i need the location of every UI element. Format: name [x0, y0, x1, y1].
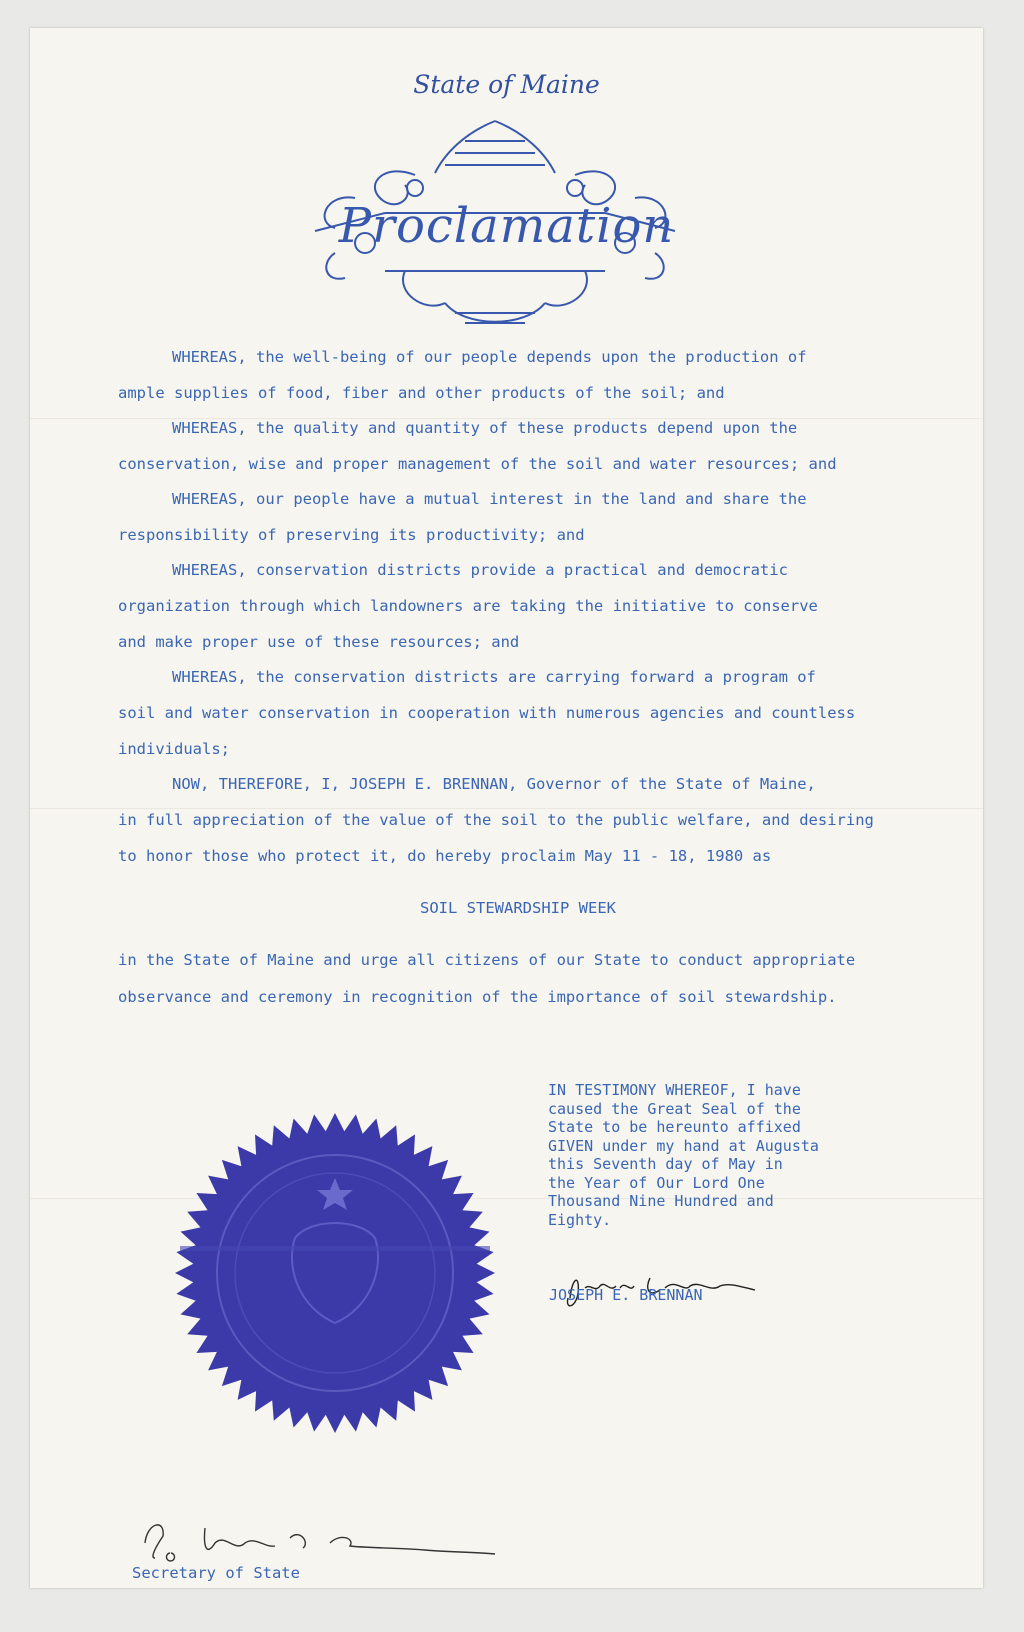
secretary-of-state-label: Secretary of State [132, 1564, 300, 1582]
testimony-line: the Year of Our Lord One [548, 1173, 765, 1192]
body-line: WHEREAS, conservation districts provide a practical and democratic [172, 561, 788, 579]
testimony-line: IN TESTIMONY WHEREOF, I have [548, 1081, 801, 1099]
body-line: ample supplies of food, fiber and other products of the soil; and [118, 384, 725, 402]
body-line: responsibility of preserving its productivity; and [118, 526, 585, 544]
body-line: WHEREAS, our people have a mutual interest in the land and share the [172, 490, 807, 508]
body-line: in full appreciation of the value of the soil to the public welfare, and desiring [118, 811, 874, 829]
governor-name: JOSEPH E. BRENNAN [549, 1286, 703, 1304]
great-seal-of-maine [170, 1108, 500, 1438]
proclamation-document [30, 28, 983, 1588]
testimony-line: caused the Great Seal of the [548, 1099, 801, 1118]
testimony-line: this Seventh day of May in [548, 1155, 783, 1173]
week-title: SOIL STEWARDSHIP WEEK [420, 899, 616, 917]
secretary-signature [125, 1508, 505, 1568]
body-line: WHEREAS, the well-being of our people depends upon the production of [172, 348, 807, 366]
body-line: individuals; [118, 740, 230, 758]
state-title: State of Maine [413, 70, 600, 99]
body-line: conservation, wise and proper management of the soil and water resources; and [118, 455, 837, 473]
body-line: and make proper use of these resources; and [118, 633, 520, 651]
body-line: WHEREAS, the quality and quantity of these products depend upon the [172, 419, 798, 437]
body-line: to honor those who protect it, do hereby proclaim May 11 - 18, 1980 as [118, 847, 772, 865]
body-line: NOW, THEREFORE, I, JOSEPH E. BRENNAN, Governor of the State of Maine, [172, 775, 816, 793]
closing-line: observance and ceremony in recognition of the importance of soil stewardship. [118, 988, 837, 1006]
testimony-line: State to be hereunto affixed [548, 1118, 801, 1136]
closing-line: in the State of Maine and urge all citizens of our State to conduct appropriate [118, 951, 856, 969]
testimony-line: GIVEN under my hand at Augusta [548, 1136, 819, 1155]
testimony-line: Eighty. [548, 1210, 612, 1229]
testimony-block [548, 1081, 848, 1229]
body-line: soil and water conservation in cooperation with numerous agencies and countless [118, 704, 856, 722]
paper-fold [30, 808, 983, 810]
testimony-line: Thousand Nine Hundred and [548, 1192, 774, 1210]
proclamation-heading: Proclamation [338, 198, 675, 254]
body-line: organization through which landowners are taking the initiative to conserve [118, 597, 818, 615]
body-line: WHEREAS, the conservation districts are carrying forward a program of [172, 668, 816, 686]
